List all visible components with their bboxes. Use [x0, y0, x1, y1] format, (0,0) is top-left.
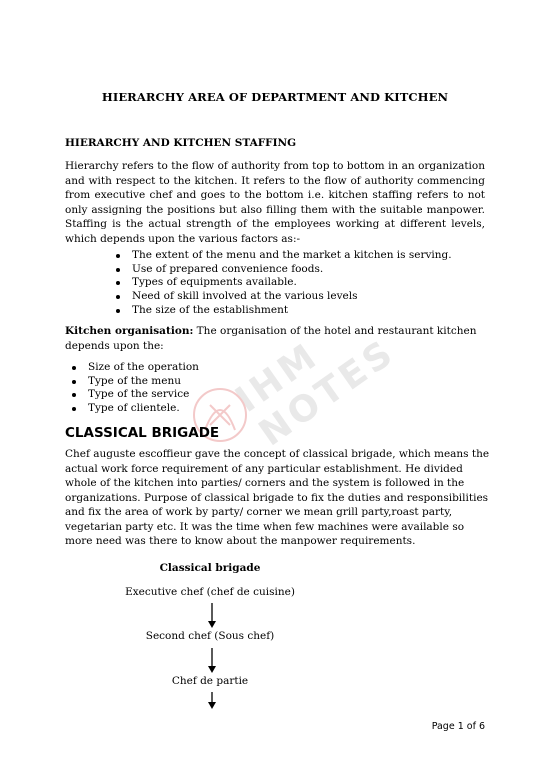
list-item: Type of clientele.	[72, 402, 372, 416]
list-item: The extent of the menu and the market a kitchen is serving.	[116, 249, 496, 263]
watermark-text: IHM NOTES	[228, 331, 404, 455]
chart-node-second-chef: Second chef (Sous chef)	[145, 630, 275, 642]
chart-node-executive-chef: Executive chef (chef de cuisine)	[125, 586, 295, 598]
kitchen-organisation-list	[72, 361, 372, 416]
chart-title: Classical brigade	[159, 562, 261, 574]
list-item: Type of the menu	[72, 375, 372, 389]
list-item: Size of the operation	[72, 361, 372, 375]
classical-brigade-paragraph: Chef auguste escoffieur gave the concept of classical brigade, which means the actual work force requirement of any particular establishment. He divided whole of the kitchen into parties/ corners and the system is followed in the organizations. Purpose of classical brigade to fix the duties and responsibilities and fix the area of work by party/ corner we mean grill party,roast party, vegetarian party etc. It was the time when few machines were available so more need was there to know about the manpower requirements.	[65, 448, 490, 547]
list-item: Types of equipments available.	[116, 276, 496, 290]
hierarchy-paragraph: Hierarchy refers to the flow of authority from top to bottom in an organization and with respect to the kitchen. It refers to the flow of authority commencing from executive chef and goes to the bottom i.e. kitchen staffing refers to not only assigning the positions but also filling them with the suitable manpower. Staffing is the actual strength of the employees working at different levels, which depends upon the various factors as:-	[65, 160, 485, 245]
list-item: Type of the service	[72, 388, 372, 402]
section-heading-classical-brigade: CLASSICAL BRIGADE	[65, 425, 220, 441]
page-title: HIERARCHY AREA OF DEPARTMENT AND KITCHEN	[101, 90, 449, 104]
list-item: Use of prepared convenience foods.	[116, 263, 496, 277]
page-number: Page 1 of 6	[431, 721, 485, 732]
kitchen-organisation-text: The organisation of the hotel and restaurant kitchen depends upon the:	[65, 325, 477, 352]
list-item: The size of the establishment	[116, 304, 496, 318]
arrow-down-icon	[206, 603, 218, 629]
section-heading-hierarchy: HIERARCHY AND KITCHEN STAFFING	[65, 137, 297, 149]
factors-list	[116, 249, 496, 318]
kitchen-organisation-paragraph	[65, 324, 485, 353]
chart-node-chef-de-partie: Chef de partie	[171, 675, 249, 687]
list-item: Need of skill involved at the various levels	[116, 290, 496, 304]
arrow-down-icon	[206, 648, 218, 674]
arrow-down-icon	[206, 692, 218, 710]
kitchen-organisation-label: Kitchen organisation:	[65, 325, 194, 337]
